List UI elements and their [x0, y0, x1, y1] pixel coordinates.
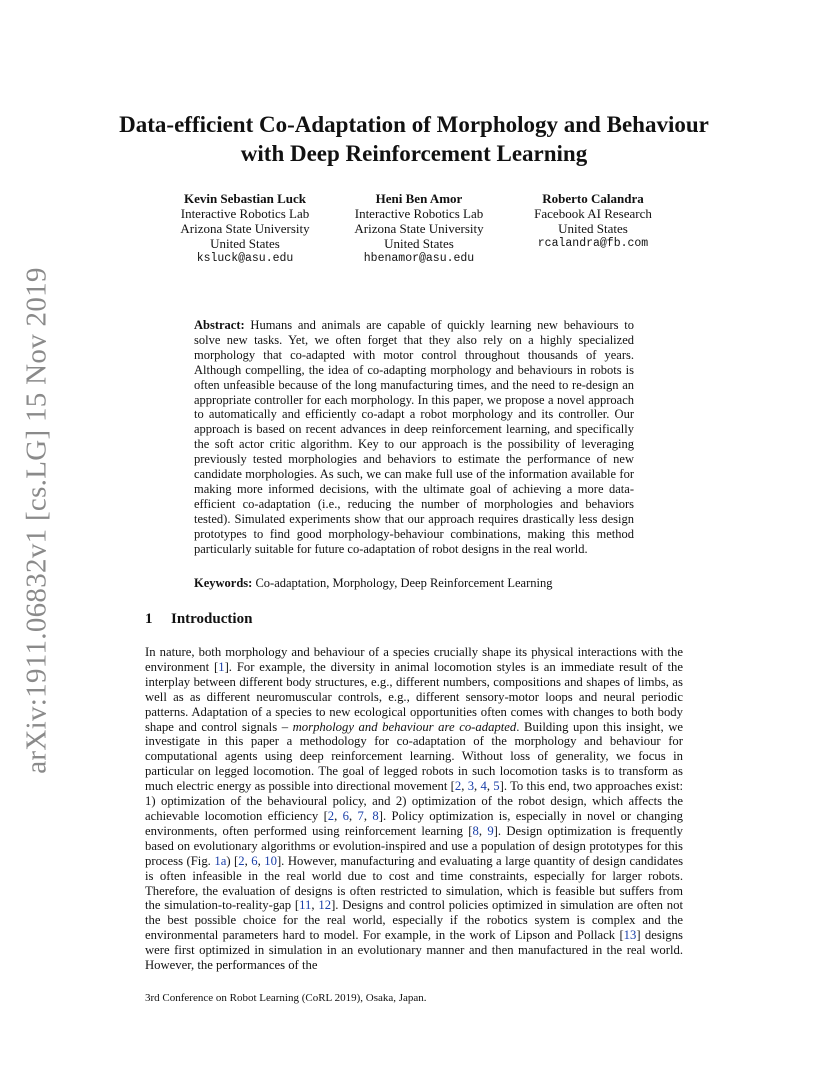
citation-link[interactable]: 10	[264, 853, 277, 868]
author-affiliation: Arizona State University	[354, 221, 484, 236]
abstract	[194, 318, 634, 557]
author-affiliation: Arizona State University	[180, 221, 310, 236]
abstract-text: Humans and animals are capable of quickly learning new behaviours to solve new tasks. Yet, we often forget that they also rely on a highly specialized morphology that co-adapted with motor control throughout thousands of years. Although compelling, the idea of co-adapting morphology and behaviours in robots is often unfeasible because of the long manufacturing times, and the need to re-design an appropriate controller for each morphology. In this paper, we propose a novel approach to automatically and efficiently co-adapt a robot morphology and its controller. Our approach is based on recent advances in deep reinforcement learning, and specifically the soft actor critic algorithm. Key to our approach is the possibility of leveraging previously tested morphologies and behaviors to estimate the performance of new candidate morphologies. As such, we can make full use of the information available for making more informed decisions, with the ultimate goal of achieving a more data-efficient co-adaptation (i.e., reducing the number of morphologies and behaviors tested). Simulated experiments show that our approach requires drastically less design prototypes to find good morphology-behaviour combinations, making this method particularly suitable for future co-adaptation of robot designs in the real world.	[194, 318, 634, 556]
author-2	[324, 191, 514, 266]
keywords-label: Keywords:	[194, 576, 253, 590]
author-lab: Interactive Robotics Lab	[354, 206, 484, 221]
citation-link[interactable]: 6	[251, 853, 258, 868]
author-email[interactable]: hbenamor@asu.edu	[363, 252, 475, 265]
author-name: Heni Ben Amor	[375, 191, 463, 206]
arxiv-identifier-stamp	[14, 266, 60, 774]
body-text-run: ) [	[226, 853, 239, 868]
author-name: Roberto Calandra	[542, 191, 644, 206]
introduction-paragraph: In nature, both morphology and behaviour of a species crucially shape its physical interactions with the environment [1]. For example, the diversity in animal locomotion styles is an immediate result of the interplay between different body structures, e.g., different numbers, compositions and shapes of limbs, as well as as different neuromuscular controls, e.g., different sensory-motor loops and neural periodic patterns. Adaptation of a species to new ecological opportunities often comes with changes to both body shape and control signals – morphology and behaviour are co-adapted. Building upon this insight, we investigate in this paper a methodology for co-adaptation of the morphology and behaviour for computational agents using deep reinforcement learning. Without loss of generality, we focus in particular on legged locomotion. The goal of legged robots in such locomotion tasks is to transform as much electric energy as possible into directional movement [2, 3, 4, 5]. To this end, two approaches exist: 1) optimization of the behavioural policy, and 2) optimization of the robot design, which affects the achievable locomotion efficiency [2, 6, 7, 8]. Policy optimization is, especially in novel or changing environments, often performed using reinforcement learning [8, 9]. Design optimization is frequently based on evolutionary algorithms or evolution-inspired and use a population of design prototypes for this process (Fig. 1a) [2, 6, 10]. However, manufacturing and evaluating a large quantity of design candidates is often infeasible in the real world due to cost and time constraints, especially for larger robots. Therefore, the evaluation of designs is often restricted to simulation, which is feasible but suffers from the simulation-to-reality-gap [11, 12]. Designs and control policies optimized in simulation are often not the best possible choice for the real world, especially if the robotics system is complex and the environmental parameters hard to model. For example, in the work of Lipson and Pollack [13] designs were first optimized in simulation in an evolutionary manner and then manufactured in the real world. However, the performances of the	[145, 645, 684, 973]
citation-link[interactable]: 2	[454, 779, 462, 794]
keywords-text: Co-adaptation, Morphology, Deep Reinforcement Learning	[255, 576, 553, 590]
citation-link[interactable]: 5	[493, 779, 500, 794]
author-email[interactable]: ksluck@asu.edu	[196, 252, 294, 265]
body-text-run: ]. However, manufacturing and evaluating a large quantity of design candidates is often infeasible in the real world due to cost and time constraints, especially for larger robots. Therefore, the evaluation of designs is often restricted to simulation, which is feasible but suffers from the simulation-to-reality-gap [	[145, 853, 684, 913]
author-affiliation: United States	[558, 221, 628, 236]
author-country: United States	[384, 236, 454, 251]
figure-reference-link[interactable]: 1a	[214, 853, 227, 868]
section-heading-introduction	[145, 610, 252, 628]
conference-footer: 3rd Conference on Robot Learning (CoRL 2019), Osaka, Japan.	[145, 992, 427, 1004]
author-3	[498, 191, 688, 251]
citation-link[interactable]: 13	[623, 928, 637, 943]
citation-link[interactable]: 8	[372, 808, 379, 823]
paper-title: Data-efficient Co-Adaptation of Morphology and Behaviour with Deep Reinforcement Learning	[119, 112, 709, 166]
body-text-run: ] designs were first optimized in simulation in an evolutionary manner and then manufactured in the real world. However, the performances of the	[145, 928, 683, 973]
citation-link[interactable]: 6	[342, 808, 350, 823]
abstract-label: Abstract:	[194, 318, 245, 332]
citation-link[interactable]: 11	[299, 898, 312, 913]
citation-link[interactable]: 12	[318, 898, 332, 913]
citation-link[interactable]: 1	[218, 659, 225, 674]
arxiv-identifier-text: arXiv:1911.06832v1 [cs.LG] 15 Nov 2019	[20, 266, 53, 774]
author-lab: Interactive Robotics Lab	[180, 206, 310, 221]
citation-link[interactable]: 2	[327, 808, 335, 823]
body-text-run: ]. For example, the diversity in animal locomotion styles is an immediate result of the interplay between different body structures, e.g., different numbers, compositions and shapes of limbs, as well as as different neuromuscular controls, e.g., different sensory-motor loops and neural periodic patterns. Adaptation of a species to new ecological opportunities often comes with changes to both body shape and control signals –	[145, 659, 683, 734]
citation-link[interactable]: 7	[357, 808, 364, 823]
author-lab: Facebook AI Research	[534, 206, 652, 221]
section-title: Introduction	[171, 611, 253, 627]
citation-link[interactable]: 8	[472, 823, 479, 838]
citation-link[interactable]: 3	[467, 779, 475, 794]
citation-link[interactable]: 4	[480, 779, 487, 794]
emphasized-text: morphology and behaviour are co-adapted	[292, 719, 517, 734]
keywords	[194, 576, 654, 591]
author-country: United States	[210, 236, 280, 251]
section-number: 1	[145, 611, 153, 627]
body-text-run: ]. Designs and control policies optimized in simulation are often not the best possible choice for the real world, especially if the robotics system is complex and the environmental parameters hard to model. For example, in the work of Lipson and Pollack [	[145, 898, 683, 943]
citation-link[interactable]: 2	[238, 853, 245, 868]
author-name: Kevin Sebastian Luck	[183, 191, 307, 206]
author-1	[150, 191, 340, 266]
author-block	[145, 191, 683, 271]
body-text-run: ]. Design optimization is frequently based on evolutionary algorithms or evolution-inspired and use a population of design prototypes for this process (Fig.	[145, 823, 684, 868]
body-text-run: In nature, both morphology and behaviour of a species crucially shape its physical interactions with the environment [	[145, 645, 683, 674]
body-text-run: . Building upon this insight, we investigate in this paper a methodology for co-adaptation of the morphology and behaviour for computational agents using deep reinforcement learning. Without loss of generality, we focus in particular on legged locomotion. The goal of legged robots in such locomotion tasks is to transform as much electric energy as possible into directional movement [	[145, 719, 683, 794]
body-text-run: ]. Policy optimization is, especially in novel or changing environments, often performed using reinforcement learning [	[145, 808, 684, 838]
citation-link[interactable]: 9	[487, 823, 494, 838]
author-email[interactable]: rcalandra@fb.com	[537, 237, 649, 250]
body-text-run: ]. To this end, two approaches exist: 1) optimization of the behavioural policy, and 2) optimization of the robot design, which affects the achievable locomotion efficiency [	[145, 779, 684, 823]
